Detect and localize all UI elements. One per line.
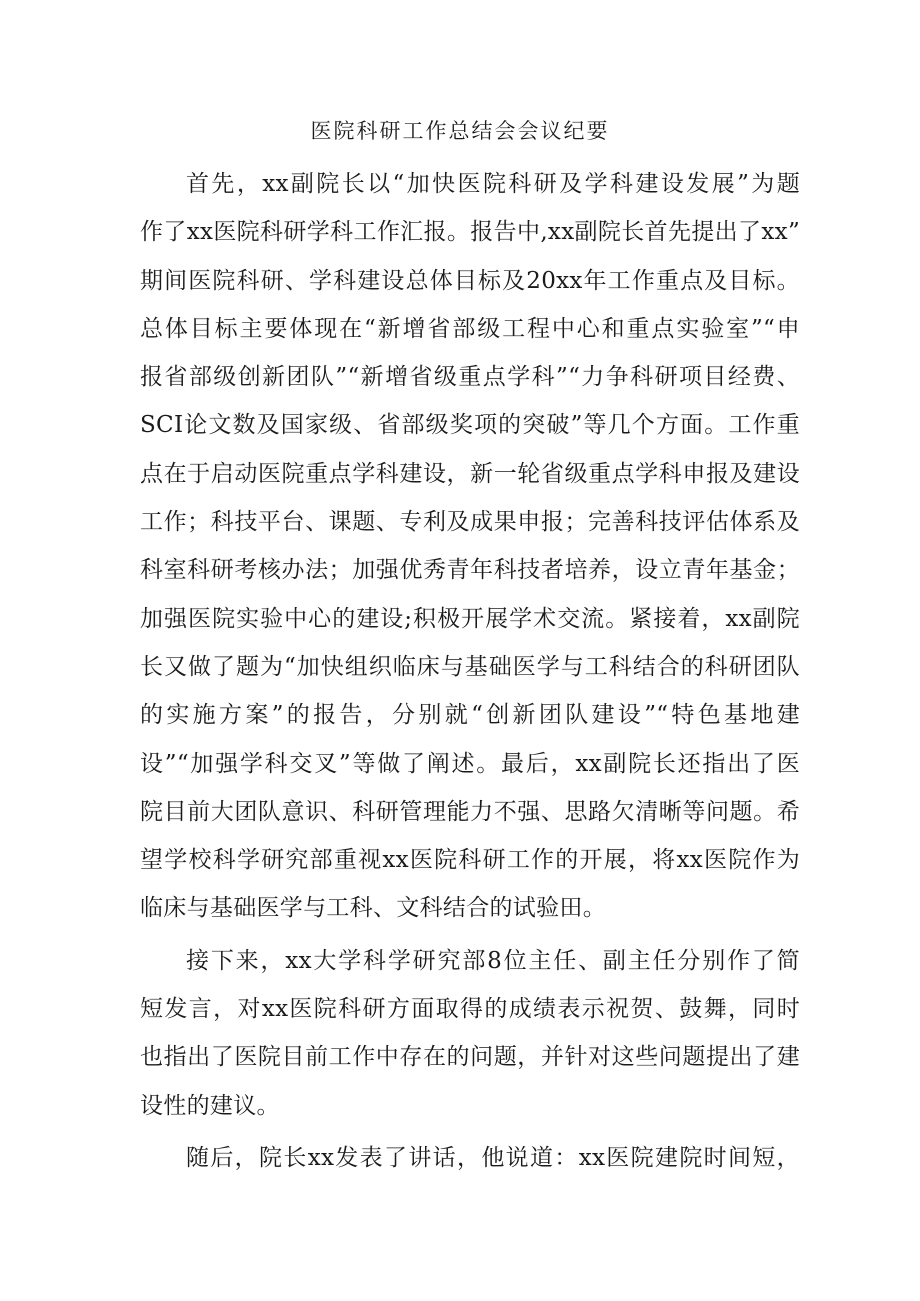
document-title: 医院科研工作总结会会议纪要 xyxy=(310,119,610,143)
paragraph-2-line: 设性的建议。 xyxy=(140,1092,280,1119)
paragraph-1-line: SCI论文数及国家级、省部级奖项的突破”等几个方面。工作重 xyxy=(140,412,800,439)
paragraph-1-line: 点在于启动医院重点学科建设，新一轮省级重点学科申报及建设 xyxy=(140,460,800,487)
paragraph-1-line: 加强医院实验中心的建设;积极开展学术交流。紧接着，xx副院 xyxy=(140,605,800,632)
document-body xyxy=(140,160,800,1182)
paragraph-2-line: 短发言，对xx医院科研方面取得的成绩表示祝贺、鼓舞，同时 xyxy=(140,996,800,1023)
paragraph-1-line: 作了xx医院科研学科工作汇报。报告中,xx副院长首先提出了xx” xyxy=(140,219,800,246)
paragraph-1-line: 科室科研考核办法；加强优秀青年科技者培养，设立青年基金； xyxy=(140,557,800,584)
paragraph-1-line: 院目前大团队意识、科研管理能力不强、思路欠清晰等问题。希 xyxy=(140,798,800,825)
paragraph-1-line: 首先，xx副院长以“加快医院科研及学科建设发展”为题 xyxy=(186,171,800,197)
paragraph-1-line: 总体目标主要体现在“新增省部级工程中心和重点实验室”“申 xyxy=(140,315,800,342)
paragraph-2-line: 接下来，xx大学科学研究部8位主任、副主任分别作了简 xyxy=(186,947,800,974)
paragraph-1-line: 报省部级创新团队”“新增省级重点学科”“力争科研项目经费、 xyxy=(140,364,800,391)
paragraph-1-line: 工作；科技平台、课题、专利及成果申报；完善科技评估体系及 xyxy=(140,509,800,536)
paragraph-1-line: 的实施方案”的报告，分别就“创新团队建设”“特色基地建 xyxy=(140,702,800,729)
paragraph-1-line: 期间医院科研、学科建设总体目标及20xx年工作重点及目标。 xyxy=(140,267,800,294)
paragraph-1-line: 长又做了题为“加快组织临床与基础医学与工科结合的科研团队 xyxy=(140,653,800,680)
paragraph-3-line: 随后，院长xx发表了讲话，他说道：xx医院建院时间短， xyxy=(186,1144,800,1171)
paragraph-2-line: 也指出了医院目前工作中存在的问题，并针对这些问题提出了建 xyxy=(140,1044,800,1071)
paragraph-1-line: 设”“加强学科交叉”等做了阐述。最后，xx副院长还指出了医 xyxy=(140,750,800,777)
paragraph-1-line: 望学校科学研究部重视xx医院科研工作的开展，将xx医院作为 xyxy=(140,847,800,874)
paragraph-1-line: 临床与基础医学与工科、文科结合的试验田。 xyxy=(140,895,606,922)
